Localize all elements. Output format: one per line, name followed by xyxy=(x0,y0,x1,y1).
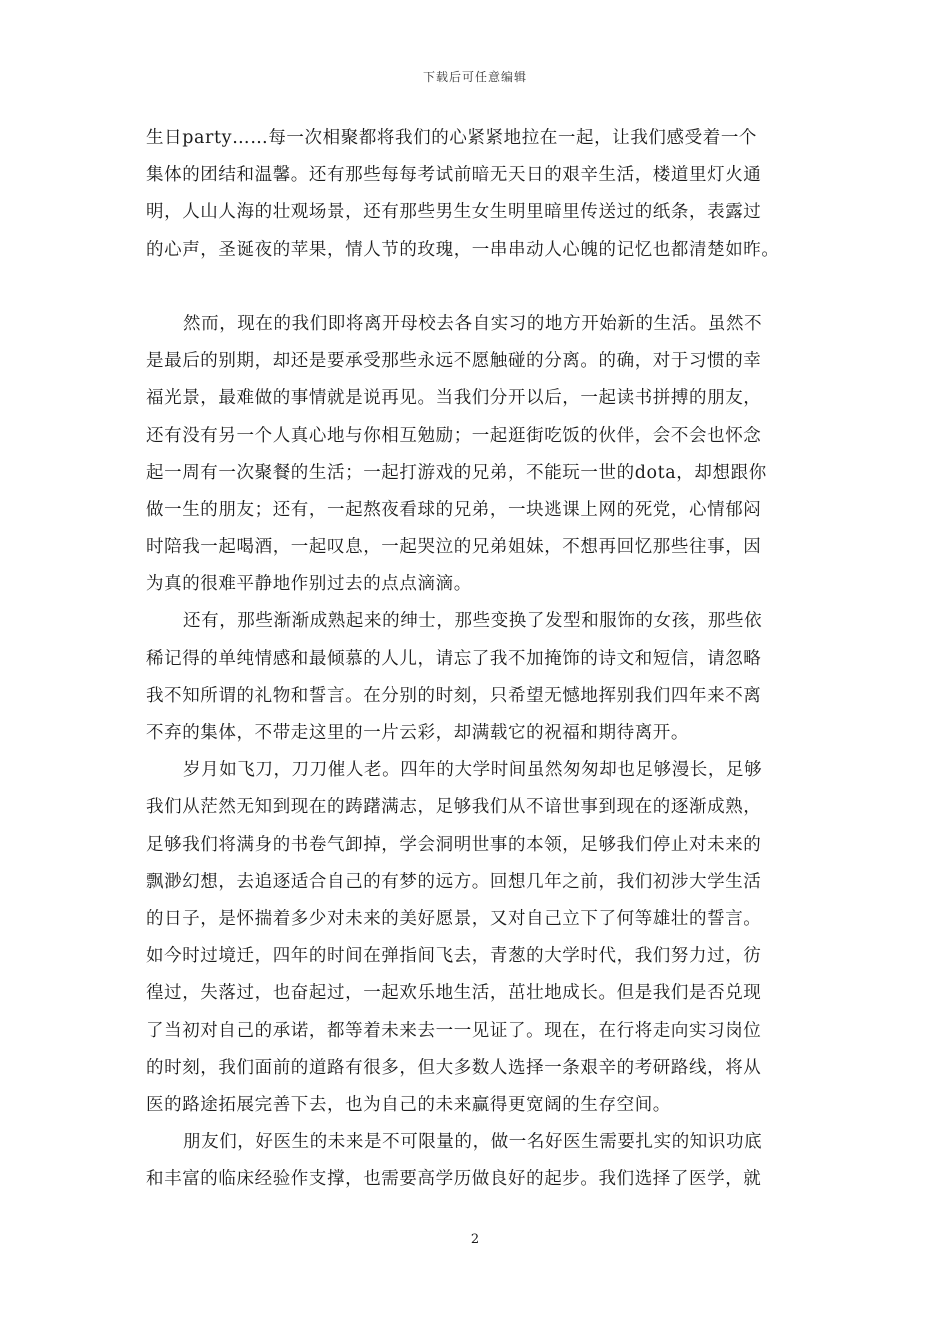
paragraph-3-line-2: 稀记得的单纯情感和最倾慕的人儿，请忘了我不加掩饰的诗文和短信，请忽略 xyxy=(146,648,762,669)
paragraph-3-line-4: 不弃的集体，不带走这里的一片云彩，却满载它的祝福和期待离开。 xyxy=(146,723,689,743)
paragraph-4-line-3: 足够我们将满身的书卷气卸掉，学会洞明世事的本领，足够我们停止对未来的 xyxy=(146,834,762,855)
document-body xyxy=(146,120,808,1198)
page-number: 2 xyxy=(470,1232,480,1247)
page-header: 下载后可任意编辑 xyxy=(422,70,527,84)
paragraph-4-line-10: 医的路途拓展完善下去，也为自己的未来赢得更宽阔的生存空间。 xyxy=(146,1094,671,1115)
paragraph-4-line-8: 了当初对自己的承诺，都等着未来去一一见证了。现在，在行将走向实习岗位 xyxy=(146,1020,762,1041)
paragraph-4-line-6: 如今时过境迁，四年的时间在弹指间飞去，青葱的大学时代，我们努力过，彷 xyxy=(146,946,762,967)
paragraph-2-line-8: 为真的很难平静地作别过去的点点滴滴。 xyxy=(146,574,472,595)
paragraph-1-line-2: 集体的团结和温馨。还有那些每每考试前暗无天日的艰辛生活，楼道里灯火通 xyxy=(146,165,762,186)
paragraph-4-line-1: 岁月如飞刀，刀刀催人老。四年的大学时间虽然匆匆却也足够漫长，足够 xyxy=(183,760,763,781)
paragraph-2-line-2: 是最后的别期，却还是要承受那些永远不愿触碰的分离。的确，对于习惯的幸 xyxy=(146,351,762,372)
paragraph-1-line-4: 的心声，圣诞夜的苹果，情人节的玫瑰，一串串动人心魄的记忆也都清楚如昨。 xyxy=(146,239,780,260)
paragraph-5-line-2: 和丰富的临床经验作支撑，也需要高学历做良好的起步。我们选择了医学，就 xyxy=(146,1169,762,1190)
paragraph-2-line-7: 时陪我一起喝酒，一起叹息，一起哭泣的兄弟姐妹，不想再回忆那些往事，因 xyxy=(146,537,762,558)
paragraph-2-line-1: 然而，现在的我们即将离开母校去各自实习的地方开始新的生活。虽然不 xyxy=(183,313,763,334)
paragraph-2-line-5: 起一周有一次聚餐的生活；一起打游戏的兄弟，不能玩一世的dota，却想跟你 xyxy=(146,462,767,483)
paragraph-4-line-7: 徨过，失落过，也奋起过，一起欢乐地生活，茁壮地成长。但是我们是否兑现 xyxy=(146,983,762,1004)
paragraph-2-line-6: 做一生的朋友；还有，一起熬夜看球的兄弟，一块逃课上网的死党，心情郁闷 xyxy=(146,499,762,520)
paragraph-4-line-2: 我们从茫然无知到现在的踌躇满志，足够我们从不谙世事到现在的逐渐成熟， xyxy=(146,797,762,818)
paragraph-gap xyxy=(146,269,808,306)
paragraph-4-line-4: 飘渺幻想，去追逐适合自己的有梦的远方。回想几年之前，我们初涉大学生活 xyxy=(146,871,762,892)
paragraph-1-line-1: 生日party……每一次相聚都将我们的心紧紧地拉在一起，让我们感受着一个 xyxy=(146,128,758,148)
paragraph-3-line-3: 我不知所谓的礼物和誓言。在分别的时刻，只希望无憾地挥别我们四年来不离 xyxy=(146,685,762,706)
paragraph-3-line-1: 还有，那些渐渐成熟起来的绅士，那些变换了发型和服饰的女孩，那些依 xyxy=(183,611,763,632)
paragraph-2-line-3: 福光景，最难做的事情就是说再见。当我们分开以后，一起读书拼搏的朋友， xyxy=(146,388,762,409)
paragraph-2-line-4: 还有没有另一个人真心地与你相互勉励；一起逛街吃饭的伙伴，会不会也怀念 xyxy=(146,425,762,446)
paragraph-4-line-9: 的时刻，我们面前的道路有很多，但大多数人选择一条艰辛的考研路线，将从 xyxy=(146,1057,762,1078)
paragraph-5-line-1: 朋友们，好医生的未来是不可限量的，做一名好医生需要扎实的知识功底 xyxy=(183,1132,763,1153)
paragraph-4-line-5: 的日子，是怀揣着多少对未来的美好愿景，又对自己立下了何等雄壮的誓言。 xyxy=(146,908,762,929)
paragraph-1-line-3: 明，人山人海的壮观场景，还有那些男生女生明里暗里传送过的纸条，表露过 xyxy=(146,202,762,223)
